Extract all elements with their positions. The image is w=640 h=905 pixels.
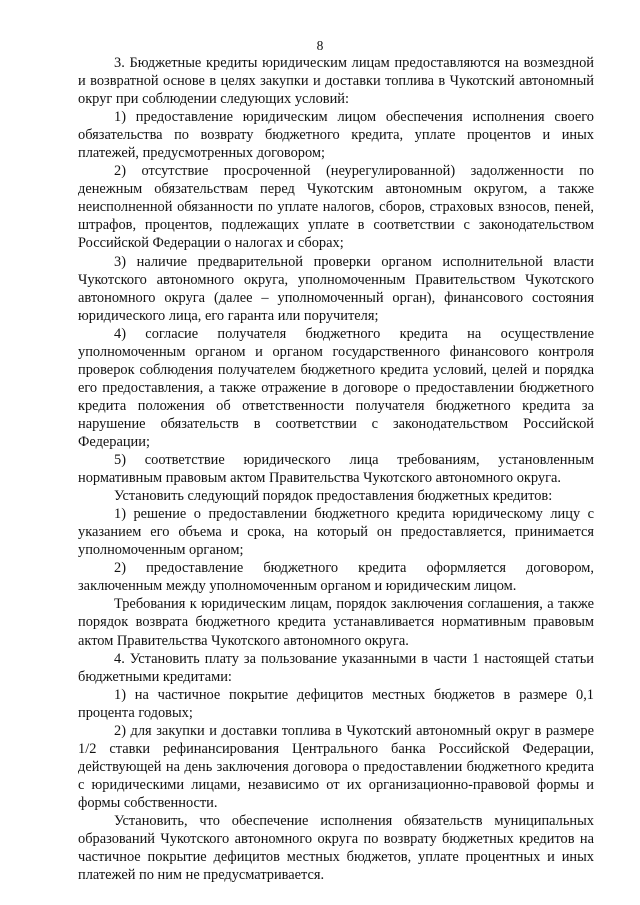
paragraph: 2) для закупки и доставки топлива в Чукотский автономный округ в размере 1/2 ставки рефинансирования Центрального банка Российской Федерации, действующей на день заключения договора о предоставлении бюджетного кредита с юридическими лицами, независимо от их организационно-правовой формы и формы собственности. — [78, 722, 594, 811]
document-body — [78, 54, 594, 884]
paragraph: 5) соответствие юридического лица требованиям, установленным нормативным правовым актом Правительства Чукотского автономного округа. — [78, 452, 594, 487]
paragraph: 3. Бюджетные кредиты юридическим лицам предоставляются на возмездной и возвратной основе в целях закупки и доставки топлива в Чукотский автономный округ при соблюдении следующих условий: — [78, 55, 594, 108]
paragraph: 4) согласие получателя бюджетного кредита на осуществление уполномоченным органом и органом государственного финансового контроля проверок соблюдения получателем бюджетного кредита условий, целей и порядка его предоставления, а также отражение в договоре о предоставлении бюджетного кредита положения об ответственности получателя бюджетного кредита за нарушение обязательств в соответствии с законодательством Российской Федерации; — [78, 325, 594, 450]
paragraph: Установить следующий порядок предоставления бюджетных кредитов: — [114, 488, 553, 505]
paragraph: 3) наличие предварительной проверки органом исполнительной власти Чукотского автономного округа, уполномоченным Правительством Чукотского автономного округа (далее – уполномоченный орган), финансового состояния юридического лица, его гаранта или поручителя; — [78, 253, 594, 324]
paragraph: 4. Установить плату за пользование указанными в части 1 настоящей статьи бюджетными кредитами: — [78, 650, 594, 685]
paragraph: 1) предоставление юридическим лицом обеспечения исполнения своего обязательства по возврату бюджетного кредита, уплате процентов и иных платежей, предусмотренных договором; — [78, 109, 594, 162]
paragraph: 2) предоставление бюджетного кредита оформляется договором, заключенным между уполномоченным органом и юридическим лицом. — [78, 560, 594, 595]
paragraph: 1) на частичное покрытие дефицитов местных бюджетов в размере 0,1 процента годовых; — [78, 686, 594, 721]
page-number: 8 — [316, 38, 324, 53]
paragraph: Требования к юридическим лицам, порядок заключения соглашения, а также порядок возврата бюджетного кредита устанавливается нормативным правовым актом Правительства Чукотского автономного округа. — [78, 596, 594, 649]
paragraph: Установить, что обеспечение исполнения обязательств муниципальных образований Чукотского автономного округа по возврату бюджетных кредитов на частичное покрытие дефицитов местных бюджетов, уплате процентных и иных платежей по ним не предусматривается. — [78, 812, 594, 884]
paragraph: 2) отсутствие просроченной (неурегулированной) задолженности по денежным обязательствам перед Чукотским автономным округом, а также неисполненной обязанности по уплате налогов, сборов, страховых взносов, пеней, штрафов, процентов, подлежащих уплате в соответствии с законодательством Российской Федерации о налогах и сборах; — [78, 163, 594, 252]
paragraph: 1) решение о предоставлении бюджетного кредита юридическому лицу с указанием его объема и срока, на который он предоставляется, принимается уполномоченным органом; — [78, 506, 594, 559]
